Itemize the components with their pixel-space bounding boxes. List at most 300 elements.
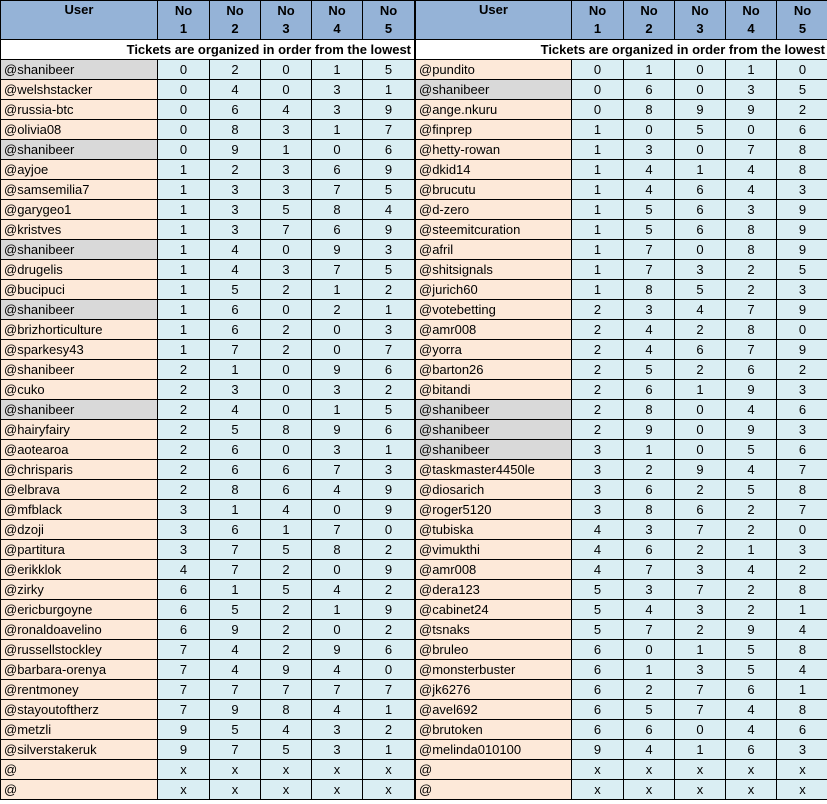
ticket-number-cell: 6 [312, 160, 363, 180]
ticket-number-cell: 2 [261, 620, 312, 640]
ticket-number-cell: 6 [572, 700, 624, 720]
ticket-number-cell: 5 [261, 580, 312, 600]
ticket-number-cell: 4 [261, 720, 312, 740]
ticket-number-cell: 1 [158, 340, 210, 360]
column-header-top: No [793, 3, 812, 18]
user-cell: @russia-btc [1, 100, 158, 120]
ticket-number-cell: 6 [726, 740, 777, 760]
ticket-number-cell: 9 [312, 360, 363, 380]
ticket-number-cell: 2 [363, 720, 415, 740]
ticket-number-cell: 7 [261, 680, 312, 700]
ticket-number-cell: 2 [158, 380, 210, 400]
table-row [416, 380, 827, 400]
ticket-number-cell: 0 [261, 360, 312, 380]
ticket-number-cell: 3 [363, 320, 415, 340]
user-cell: @barton26 [416, 360, 572, 380]
ticket-number-cell: 6 [210, 320, 261, 340]
ticket-number-cell: 5 [572, 580, 624, 600]
table-row [1, 460, 415, 480]
ticket-number-cell: 3 [363, 240, 415, 260]
ticket-number-cell: 1 [363, 440, 415, 460]
ticket-number-cell: 0 [777, 60, 827, 80]
ticket-number-cell: 4 [312, 660, 363, 680]
user-cell: @elbrava [1, 480, 158, 500]
ticket-number-cell: 8 [624, 100, 675, 120]
table-row [416, 640, 827, 660]
ticket-number-cell: 2 [726, 580, 777, 600]
user-cell: @votebetting [416, 300, 572, 320]
ticket-number-cell: 7 [210, 680, 261, 700]
ticket-number-cell: 6 [675, 500, 726, 520]
ticket-number-cell: 9 [312, 640, 363, 660]
column-header-number: 3 [696, 21, 704, 36]
ticket-number-cell: 7 [624, 560, 675, 580]
ticket-number-cell: 5 [726, 660, 777, 680]
ticket-number-cell: 8 [261, 700, 312, 720]
user-cell: @shanibeer [1, 240, 158, 260]
user-cell: @hairyfairy [1, 420, 158, 440]
ticket-number-cell: 7 [210, 540, 261, 560]
ticket-number-cell: 0 [675, 720, 726, 740]
ticket-number-cell: 4 [210, 660, 261, 680]
ticket-number-cell: 5 [777, 80, 827, 100]
table-row [1, 380, 415, 400]
ticket-number-cell: 1 [158, 280, 210, 300]
ticket-number-cell: 9 [726, 380, 777, 400]
table-row [416, 340, 827, 360]
table-row [416, 80, 827, 100]
user-cell: @tubiska [416, 520, 572, 540]
ticket-number-cell: 4 [312, 700, 363, 720]
ticket-number-cell: 2 [726, 500, 777, 520]
user-cell: @roger5120 [416, 500, 572, 520]
ticket-number-cell: 3 [777, 380, 827, 400]
table-row [1, 140, 415, 160]
ticket-number-cell: 9 [363, 600, 415, 620]
ticket-number-cell: x [675, 780, 726, 800]
ticket-number-cell: 2 [312, 300, 363, 320]
ticket-number-cell: 6 [675, 340, 726, 360]
ticket-number-cell: 9 [726, 100, 777, 120]
table-row [416, 500, 827, 520]
ticket-number-cell: 6 [726, 680, 777, 700]
ticket-number-cell: 5 [261, 740, 312, 760]
ticket-number-cell: 7 [726, 300, 777, 320]
ticket-number-cell: 5 [572, 620, 624, 640]
column-header-top: No [174, 3, 193, 18]
ticket-number-cell: 2 [726, 280, 777, 300]
ticket-number-cell: x [726, 760, 777, 780]
ticket-number-cell: 3 [312, 440, 363, 460]
table-row [1, 640, 415, 660]
ticket-number-cell: 0 [261, 380, 312, 400]
ticket-number-cell: 6 [363, 420, 415, 440]
user-cell: @shanibeer [1, 60, 158, 80]
table-row [416, 460, 827, 480]
ticket-number-cell: 1 [726, 60, 777, 80]
ticket-number-cell: 4 [726, 400, 777, 420]
ticket-number-cell: 0 [158, 120, 210, 140]
table-row [1, 680, 415, 700]
ticket-number-cell: 6 [777, 440, 827, 460]
user-cell: @stayoutoftherz [1, 700, 158, 720]
ticket-number-cell: 0 [363, 520, 415, 540]
user-cell: @shanibeer [1, 300, 158, 320]
ticket-number-cell: 2 [210, 60, 261, 80]
table-row [1, 700, 415, 720]
table-row [416, 740, 827, 760]
ticket-number-cell: 9 [777, 300, 827, 320]
user-cell: @kristves [1, 220, 158, 240]
ticket-number-cell: 3 [624, 140, 675, 160]
ticket-number-cell: 6 [624, 80, 675, 100]
ticket-number-cell: 3 [675, 260, 726, 280]
ticket-number-cell: 3 [675, 660, 726, 680]
header-row [1, 1, 415, 40]
column-header-number: 5 [384, 21, 393, 36]
ticket-number-cell: 5 [624, 200, 675, 220]
ticket-number-cell: 5 [363, 60, 415, 80]
column-header-no-2 [624, 1, 675, 40]
ticket-number-cell: 9 [777, 240, 827, 260]
ticket-number-cell: 6 [261, 480, 312, 500]
ticket-number-cell: 2 [210, 160, 261, 180]
table-row [416, 180, 827, 200]
user-cell: @partitura [1, 540, 158, 560]
user-cell: @tsnaks [416, 620, 572, 640]
ticket-number-cell: 4 [726, 700, 777, 720]
ticket-number-cell: 1 [210, 500, 261, 520]
ticket-number-cell: 5 [210, 420, 261, 440]
table-row [416, 300, 827, 320]
ticket-number-cell: 2 [675, 620, 726, 640]
user-cell: @ [1, 780, 158, 800]
ticket-number-cell: 3 [312, 720, 363, 740]
ticket-number-cell: 0 [158, 100, 210, 120]
ticket-number-cell: 1 [363, 300, 415, 320]
ticket-number-cell: 5 [675, 280, 726, 300]
ticket-number-cell: 6 [363, 360, 415, 380]
column-header-top: No [640, 3, 658, 18]
column-header-no-4 [726, 1, 777, 40]
ticket-number-cell: 3 [777, 180, 827, 200]
table-row [1, 160, 415, 180]
user-cell: @shanibeer [416, 440, 572, 460]
table-row [1, 720, 415, 740]
ticket-number-cell: 0 [158, 80, 210, 100]
table-row [416, 480, 827, 500]
ticket-number-cell: 6 [363, 640, 415, 660]
user-cell: @russellstockley [1, 640, 158, 660]
column-header-top: No [328, 3, 346, 18]
ticket-number-cell: x [675, 760, 726, 780]
header-row [416, 1, 827, 40]
user-cell: @pundito [416, 60, 572, 80]
ticket-number-cell: 8 [210, 120, 261, 140]
ticket-number-cell: 9 [210, 620, 261, 640]
user-cell: @brucutu [416, 180, 572, 200]
ticket-number-cell: 2 [572, 360, 624, 380]
ticket-number-cell: 8 [312, 540, 363, 560]
table-row [416, 440, 827, 460]
ticket-number-cell: 6 [572, 720, 624, 740]
column-header-top: No [226, 3, 244, 18]
ticket-number-cell: 1 [312, 60, 363, 80]
user-cell: @samsemilia7 [1, 180, 158, 200]
ticket-number-cell: 2 [777, 560, 827, 580]
table-row [416, 200, 827, 220]
ticket-number-cell: 0 [312, 140, 363, 160]
table-row [416, 720, 827, 740]
ticket-number-cell: 6 [777, 400, 827, 420]
table-row [416, 660, 827, 680]
ticket-number-cell: 2 [158, 480, 210, 500]
ticket-number-cell: 2 [624, 680, 675, 700]
ticket-number-cell: 1 [158, 180, 210, 200]
ticket-number-cell: 1 [777, 680, 827, 700]
column-header-no-4 [312, 1, 363, 40]
ticket-number-cell: 0 [572, 100, 624, 120]
ticket-number-cell: 6 [210, 460, 261, 480]
ticket-number-cell: 6 [312, 220, 363, 240]
column-header-no-1 [572, 1, 624, 40]
user-cell: @afril [416, 240, 572, 260]
user-cell: @dkid14 [416, 160, 572, 180]
table-row [416, 760, 827, 780]
ticket-number-cell: 1 [572, 160, 624, 180]
user-cell: @ayjoe [1, 160, 158, 180]
ticket-number-cell: 1 [312, 400, 363, 420]
column-header-number: 2 [231, 21, 239, 36]
ticket-number-cell: 8 [777, 580, 827, 600]
table-row [416, 560, 827, 580]
ticket-number-cell: 4 [210, 80, 261, 100]
ticket-number-cell: 0 [726, 120, 777, 140]
ticket-number-cell: 1 [572, 220, 624, 240]
user-cell: @ [416, 760, 572, 780]
table-row [1, 220, 415, 240]
ticket-number-cell: 1 [158, 300, 210, 320]
ticket-number-cell: 7 [675, 520, 726, 540]
table-row [416, 520, 827, 540]
ticket-number-cell: 2 [158, 420, 210, 440]
user-cell: @bucipuci [1, 280, 158, 300]
ticket-number-cell: 5 [777, 260, 827, 280]
user-cell: @dera123 [416, 580, 572, 600]
ticket-number-cell: 5 [726, 440, 777, 460]
ticket-number-cell: 1 [675, 380, 726, 400]
ticket-number-cell: 5 [210, 280, 261, 300]
ticket-number-cell: 7 [777, 460, 827, 480]
ticket-number-cell: 6 [210, 440, 261, 460]
ticket-number-cell: 9 [312, 420, 363, 440]
table-row [1, 120, 415, 140]
user-cell: @ange.nkuru [416, 100, 572, 120]
ticket-number-cell: 6 [624, 480, 675, 500]
table-row [1, 660, 415, 680]
ticket-number-cell: 6 [210, 300, 261, 320]
ticket-number-cell: 5 [624, 220, 675, 240]
ticket-number-cell: 9 [363, 500, 415, 520]
ticket-number-cell: 2 [261, 640, 312, 660]
table-row [1, 600, 415, 620]
user-cell: @shanibeer [416, 80, 572, 100]
table-row [416, 420, 827, 440]
table-row [1, 760, 415, 780]
ticket-number-cell: 5 [572, 600, 624, 620]
ticket-number-cell: 3 [210, 200, 261, 220]
user-cell: @brizhorticulture [1, 320, 158, 340]
ticket-number-cell: 8 [777, 160, 827, 180]
ticket-number-cell: 2 [572, 320, 624, 340]
ticket-number-cell: 2 [363, 380, 415, 400]
ticket-number-cell: 4 [312, 480, 363, 500]
ticket-number-cell: 2 [261, 320, 312, 340]
ticket-number-cell: x [624, 760, 675, 780]
ticket-number-cell: 5 [624, 700, 675, 720]
user-cell: @jurich60 [416, 280, 572, 300]
user-cell: @drugelis [1, 260, 158, 280]
user-cell: @avel692 [416, 700, 572, 720]
user-cell: @zirky [1, 580, 158, 600]
table-row [1, 620, 415, 640]
user-cell: @ronaldoavelino [1, 620, 158, 640]
ticket-number-cell: 3 [777, 280, 827, 300]
ticket-number-cell: 0 [261, 60, 312, 80]
ticket-number-cell: 6 [624, 540, 675, 560]
ticket-number-cell: x [210, 780, 261, 800]
ticket-number-cell: 0 [261, 80, 312, 100]
sort-order-note: Tickets are organized in order from the lowest [416, 40, 827, 60]
ticket-number-cell: 1 [572, 240, 624, 260]
user-cell: @monsterbuster [416, 660, 572, 680]
user-cell: @garygeo1 [1, 200, 158, 220]
ticket-number-cell: 7 [312, 260, 363, 280]
ticket-number-cell: 4 [726, 160, 777, 180]
ticket-number-cell: 1 [158, 160, 210, 180]
ticket-number-cell: 1 [312, 280, 363, 300]
ticket-number-cell: 0 [572, 80, 624, 100]
ticket-number-cell: 3 [158, 540, 210, 560]
ticket-number-cell: x [572, 760, 624, 780]
ticket-number-cell: 1 [572, 200, 624, 220]
user-cell: @shanibeer [1, 140, 158, 160]
ticket-number-cell: 1 [158, 200, 210, 220]
user-cell: @amr008 [416, 560, 572, 580]
ticket-number-cell: 1 [363, 80, 415, 100]
ticket-number-cell: 4 [572, 540, 624, 560]
ticket-number-cell: 9 [158, 720, 210, 740]
table-row [416, 320, 827, 340]
user-cell: @rentmoney [1, 680, 158, 700]
ticket-number-cell: 7 [312, 460, 363, 480]
ticket-number-cell: x [363, 780, 415, 800]
table-row [416, 780, 827, 800]
table-row [416, 680, 827, 700]
ticket-number-cell: x [261, 760, 312, 780]
ticket-number-cell: 4 [261, 100, 312, 120]
ticket-number-cell: 0 [312, 320, 363, 340]
ticket-number-cell: 2 [777, 100, 827, 120]
ticket-number-cell: 2 [726, 600, 777, 620]
ticket-number-cell: 3 [312, 100, 363, 120]
ticket-number-cell: 4 [624, 600, 675, 620]
ticket-number-cell: x [777, 780, 827, 800]
user-cell: @melinda010100 [416, 740, 572, 760]
user-cell: @metzli [1, 720, 158, 740]
ticket-number-cell: 8 [210, 480, 261, 500]
left-table-body [1, 1, 415, 800]
user-cell: @finprep [416, 120, 572, 140]
table-row [1, 520, 415, 540]
user-cell: @cabinet24 [416, 600, 572, 620]
ticket-number-cell: 4 [624, 340, 675, 360]
ticket-number-cell: 4 [210, 260, 261, 280]
user-cell: @brutoken [416, 720, 572, 740]
table-row [1, 560, 415, 580]
ticket-number-cell: 8 [726, 220, 777, 240]
table-row [1, 360, 415, 380]
ticket-number-cell: 6 [777, 720, 827, 740]
ticket-number-cell: 2 [726, 520, 777, 540]
user-cell: @chrisparis [1, 460, 158, 480]
column-header-no-5 [363, 1, 415, 40]
ticket-number-cell: 1 [158, 260, 210, 280]
ticket-number-cell: 6 [572, 660, 624, 680]
user-cell: @yorra [416, 340, 572, 360]
table-row [1, 260, 415, 280]
ticket-number-cell: 7 [624, 260, 675, 280]
user-cell: @ [1, 760, 158, 780]
table-row [1, 440, 415, 460]
ticket-number-cell: 8 [777, 140, 827, 160]
ticket-number-cell: 7 [777, 500, 827, 520]
ticket-number-cell: 0 [624, 120, 675, 140]
ticket-number-cell: x [312, 760, 363, 780]
ticket-number-cell: 3 [572, 500, 624, 520]
ticket-number-cell: 4 [726, 460, 777, 480]
ticket-number-cell: 3 [675, 600, 726, 620]
ticket-number-cell: 4 [624, 320, 675, 340]
table-row [416, 220, 827, 240]
user-cell: @steemitcuration [416, 220, 572, 240]
ticket-number-cell: 6 [572, 640, 624, 660]
ticket-number-cell: 7 [624, 620, 675, 640]
ticket-number-cell: 6 [777, 120, 827, 140]
ticket-number-cell: 3 [572, 480, 624, 500]
ticket-number-cell: 9 [363, 100, 415, 120]
ticket-number-cell: 9 [675, 460, 726, 480]
ticket-number-cell: 0 [777, 320, 827, 340]
ticket-number-cell: 4 [726, 180, 777, 200]
ticket-number-cell: 5 [675, 120, 726, 140]
ticket-number-cell: x [726, 780, 777, 800]
table-row [1, 780, 415, 800]
ticket-number-cell: 1 [675, 160, 726, 180]
ticket-number-cell: 3 [726, 80, 777, 100]
ticket-number-cell: 1 [777, 600, 827, 620]
ticket-number-cell: 3 [312, 380, 363, 400]
ticket-number-cell: x [261, 780, 312, 800]
ticket-number-cell: 6 [158, 620, 210, 640]
ticket-number-cell: 8 [624, 280, 675, 300]
ticket-number-cell: 4 [210, 640, 261, 660]
ticket-number-cell: 2 [158, 460, 210, 480]
ticket-number-cell: 7 [261, 220, 312, 240]
ticket-number-cell: 6 [210, 520, 261, 540]
table-row [416, 600, 827, 620]
user-cell: @hetty-rowan [416, 140, 572, 160]
